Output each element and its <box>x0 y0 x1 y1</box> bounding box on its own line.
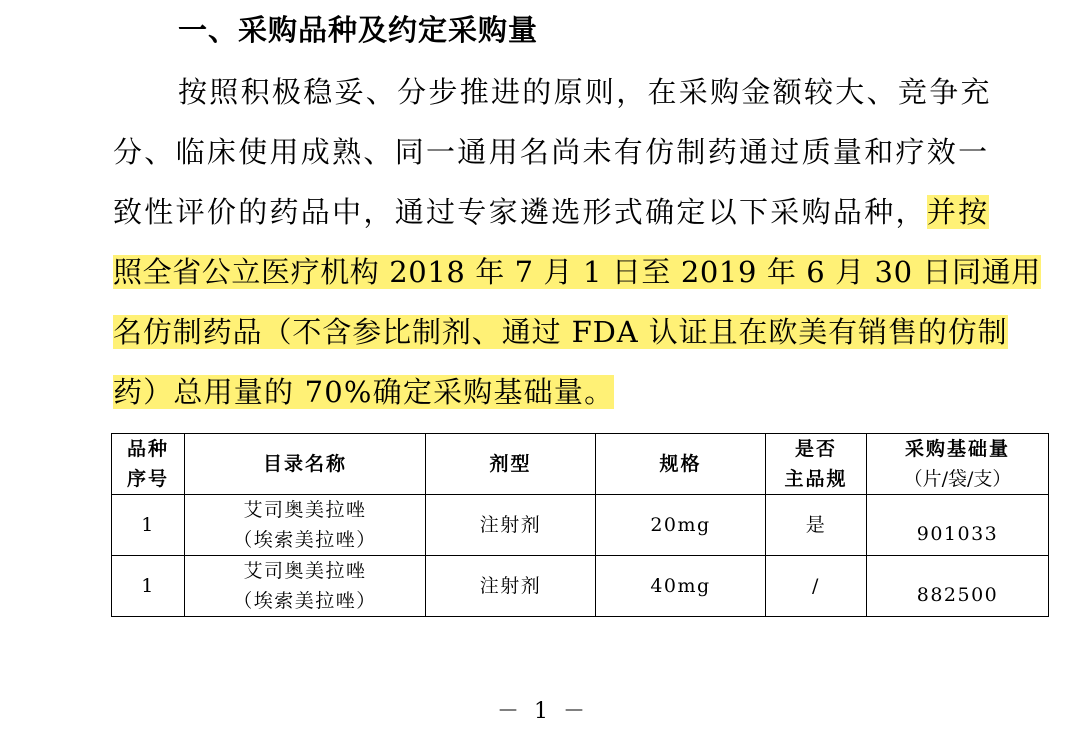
cell-spec: 20mg <box>596 495 766 556</box>
page-number: － 1 － <box>497 699 589 724</box>
header-name: 目录名称 <box>185 434 426 495</box>
paragraph-line-3 <box>113 182 989 242</box>
cell-form: 注射剂 <box>426 495 596 556</box>
cell-name: 艾司奥美拉唑 （埃索美拉唑） <box>185 556 426 617</box>
highlighted-text: 药）总用量的 70%确定采购基础量。 <box>113 375 615 409</box>
paragraph-text: 分、临床使用成熟、同一通用名尚未有仿制药通过质量和疗效一 <box>113 135 990 169</box>
paragraph-line-5 <box>113 302 1008 362</box>
highlighted-text: 并按 <box>926 195 990 229</box>
paragraph-line-6 <box>113 362 614 422</box>
table-header-row <box>112 434 1049 495</box>
highlighted-text: 照全省公立医疗机构 2018 年 7 月 1 日至 2019 年 6 月 30 日同通用 <box>113 255 1041 289</box>
cell-seq: 1 <box>112 495 185 556</box>
cell-name: 艾司奥美拉唑 （埃索美拉唑） <box>185 495 426 556</box>
cell-main: / <box>766 556 867 617</box>
procurement-table <box>111 433 1049 617</box>
table-row <box>112 556 1049 617</box>
cell-qty: 901033 <box>867 495 1049 556</box>
header-main: 是否 主品规 <box>766 434 867 495</box>
cell-seq: 1 <box>112 556 185 617</box>
cell-qty: 882500 <box>867 556 1049 617</box>
header-spec: 规格 <box>596 434 766 495</box>
cell-form: 注射剂 <box>426 556 596 617</box>
header-qty: 采购基础量 （片/袋/支） <box>867 434 1049 495</box>
cell-spec: 40mg <box>596 556 766 617</box>
paragraph-line-4 <box>113 242 1041 302</box>
header-form: 剂型 <box>426 434 596 495</box>
cell-main: 是 <box>766 495 867 556</box>
paragraph-line-1 <box>178 62 992 122</box>
header-seq: 品种 序号 <box>112 434 185 495</box>
paragraph-text: 致性评价的药品中，通过专家遴选形式确定以下采购品种， <box>113 195 927 229</box>
paragraph-line-2 <box>113 122 989 182</box>
table-row <box>112 495 1049 556</box>
paragraph-text: 按照积极稳妥、分步推进的原则，在采购金额较大、竞争充 <box>178 75 992 109</box>
section-heading: 一、采购品种及约定采购量 <box>178 13 539 47</box>
highlighted-text: 名仿制药品（不含参比制剂、通过 FDA 认证且在欧美有销售的仿制 <box>113 315 1008 349</box>
